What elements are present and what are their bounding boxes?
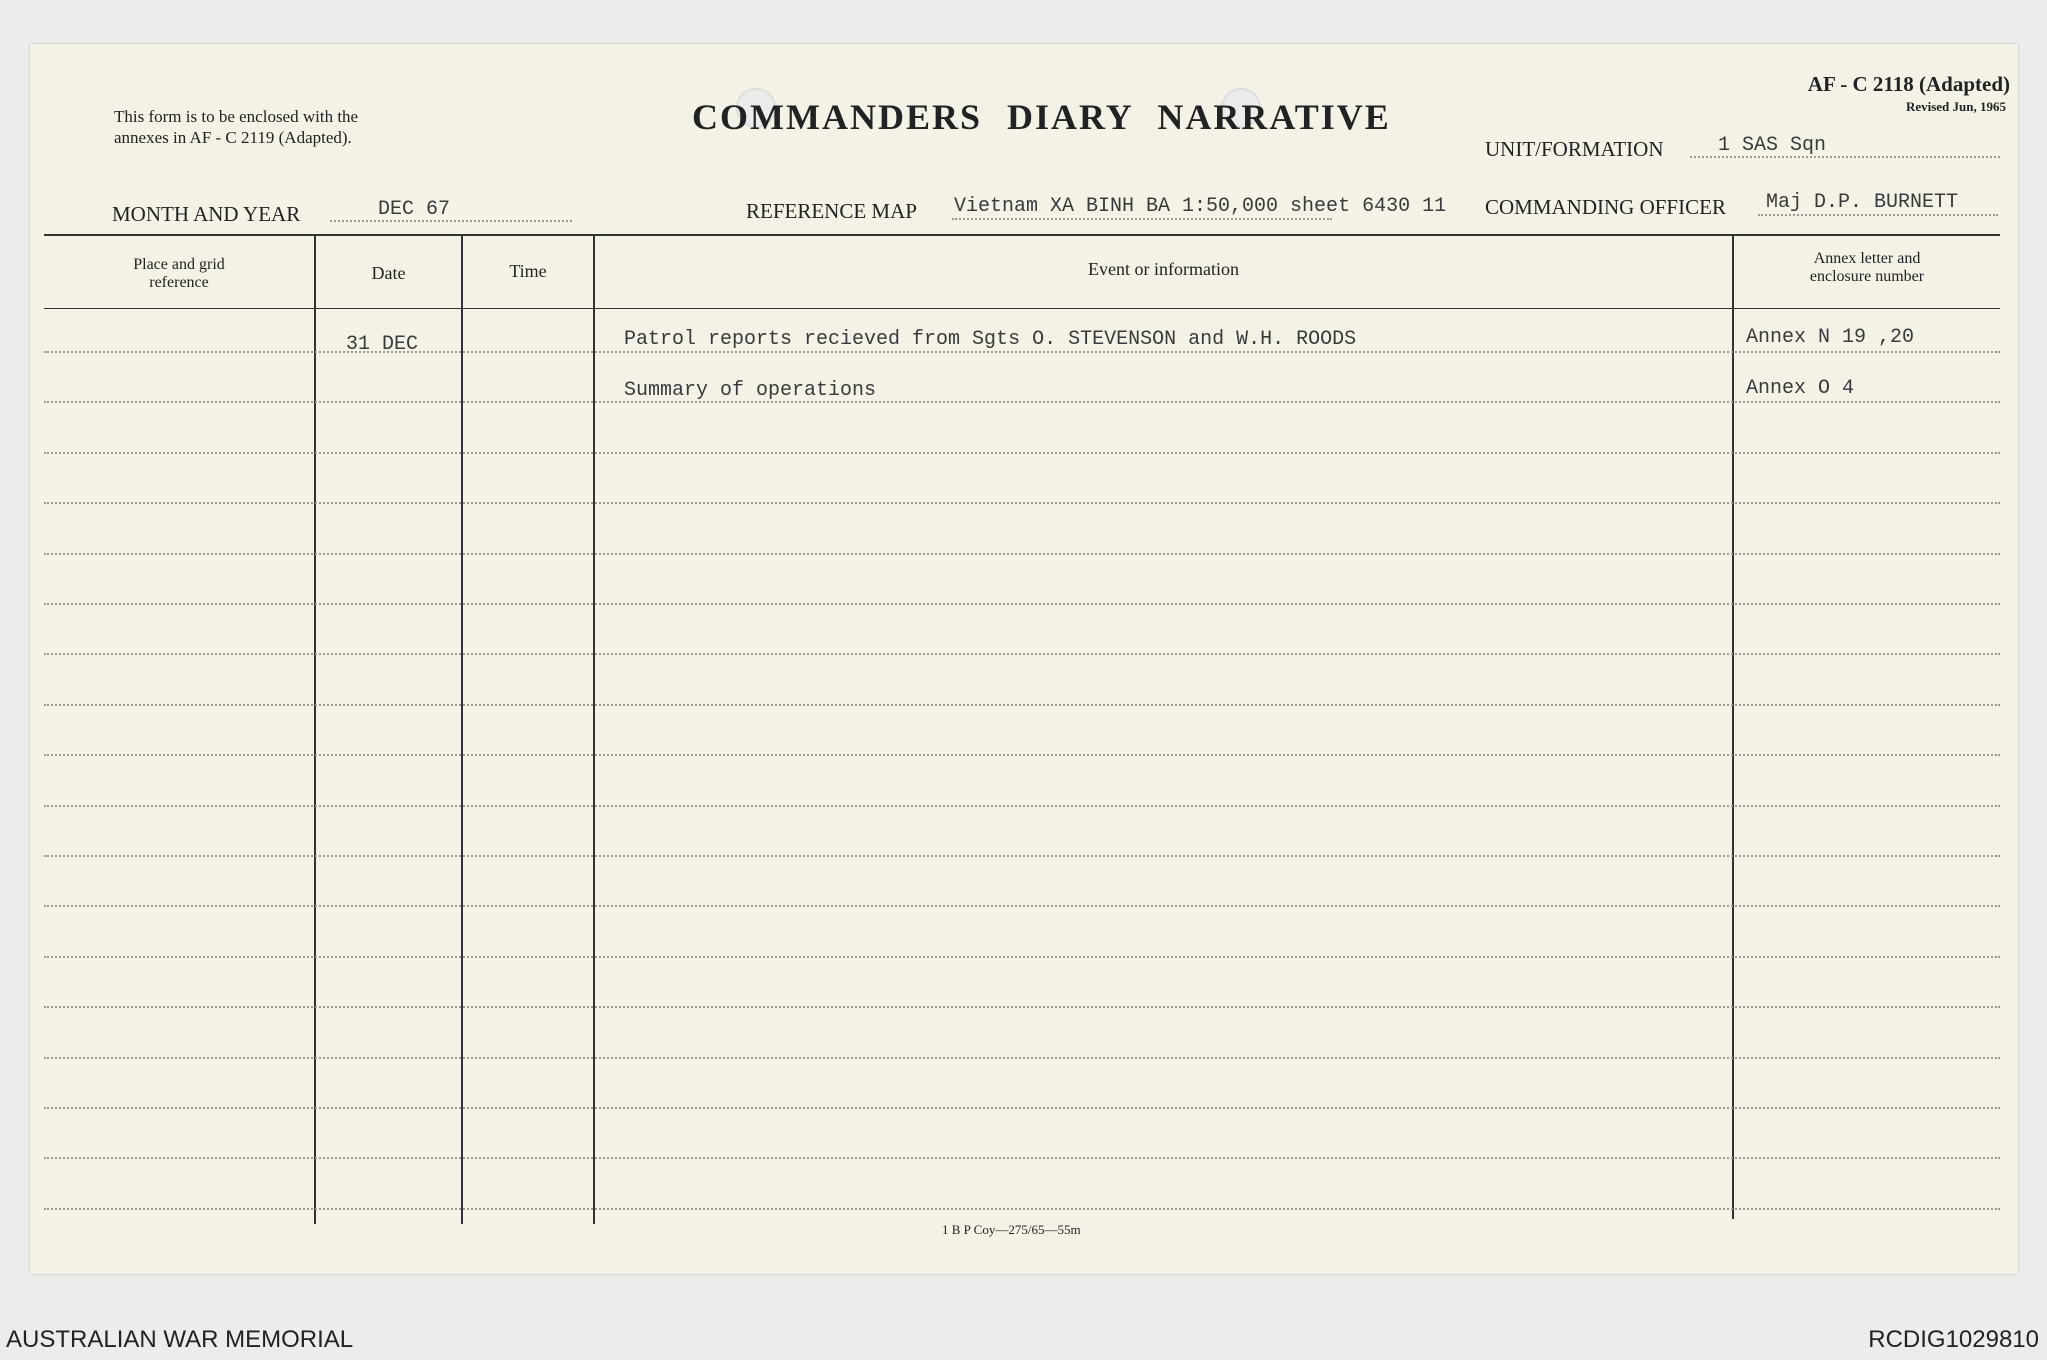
entry-1-event: Patrol reports recieved from Sgts O. STEVENSON and W.H. ROODS [624, 328, 1357, 351]
ruled-line [44, 1057, 2000, 1059]
ruled-line [44, 805, 2000, 807]
printer-note: 1 B P Coy—275/65—55m [942, 1222, 1081, 1237]
commanding-officer-value: Maj D.P. BURNETT [1766, 191, 1959, 214]
footer-institution: AUSTRALIAN WAR MEMORIAL [6, 1326, 354, 1353]
ruled-line [44, 452, 2000, 454]
enclosure-note-line2: annexes in AF - C 2119 (Adapted). [114, 128, 352, 147]
ruled-line [44, 653, 2000, 655]
enclosure-note [114, 106, 358, 148]
ruled-line [44, 1157, 2000, 1159]
table-top-rule [44, 234, 2000, 236]
ruled-line [44, 905, 2000, 907]
form-code: AF - C 2118 (Adapted) [1807, 72, 2010, 96]
reference-map-label: REFERENCE MAP [746, 199, 917, 223]
entry-1-annex: Annex N 19 ,20 [1746, 326, 1915, 349]
unit-formation-label: UNIT/FORMATION [1485, 137, 1664, 161]
column-header-annex [1734, 250, 2000, 286]
commanding-officer-label: COMMANDING OFFICER [1485, 195, 1726, 219]
column-header-date: Date [371, 263, 406, 283]
entry-2-event: Summary of operations [624, 379, 877, 402]
form-title: COMMANDERS DIARY NARRATIVE [692, 97, 1391, 137]
column-divider-place [314, 234, 316, 1224]
ruled-line [44, 1107, 2000, 1109]
ruled-line [44, 754, 2000, 756]
ruled-line [44, 956, 2000, 958]
column-header-place [44, 256, 314, 292]
unit-formation-value: 1 SAS Sqn [1718, 134, 1827, 157]
column-header-time: Time [509, 261, 547, 281]
column-divider-event [1732, 234, 1734, 1219]
table-header-rule [44, 308, 2000, 309]
column-header-place-line1: Place and grid [133, 256, 225, 273]
commanding-officer-line [1758, 214, 1998, 216]
ruled-line [44, 855, 2000, 857]
ruled-line [44, 351, 2000, 353]
column-divider-time [593, 234, 595, 1224]
diary-form-page [30, 44, 2018, 1274]
footer-record-id: RCDIG1029810 [1868, 1326, 2039, 1353]
column-header-annex-line1: Annex letter and [1813, 250, 1921, 267]
ruled-line [44, 704, 2000, 706]
ruled-line [44, 553, 2000, 555]
reference-map-line [952, 218, 1332, 220]
ruled-line [44, 502, 2000, 504]
column-header-event: Event or information [1088, 259, 1239, 279]
ruled-line [44, 401, 2000, 403]
month-year-line [330, 220, 572, 222]
reference-map-value: Vietnam XA BINH BA 1:50,000 sheet 6430 11 [954, 195, 1447, 218]
revised-date: Revised Jun, 1965 [1905, 99, 2006, 114]
month-year-label: MONTH AND YEAR [112, 202, 301, 226]
month-year-value: DEC 67 [378, 198, 451, 221]
enclosure-note-line1: This form is to be enclosed with the [114, 107, 359, 126]
column-header-place-line2: reference [149, 274, 209, 291]
entry-2-annex: Annex O 4 [1746, 377, 1855, 400]
ruled-line [44, 1006, 2000, 1008]
ruled-line [44, 603, 2000, 605]
column-divider-date [461, 234, 463, 1224]
entry-1-date: 31 DEC [346, 333, 419, 356]
ruled-line [44, 1208, 2000, 1210]
column-header-annex-line2: enclosure number [1809, 268, 1925, 285]
